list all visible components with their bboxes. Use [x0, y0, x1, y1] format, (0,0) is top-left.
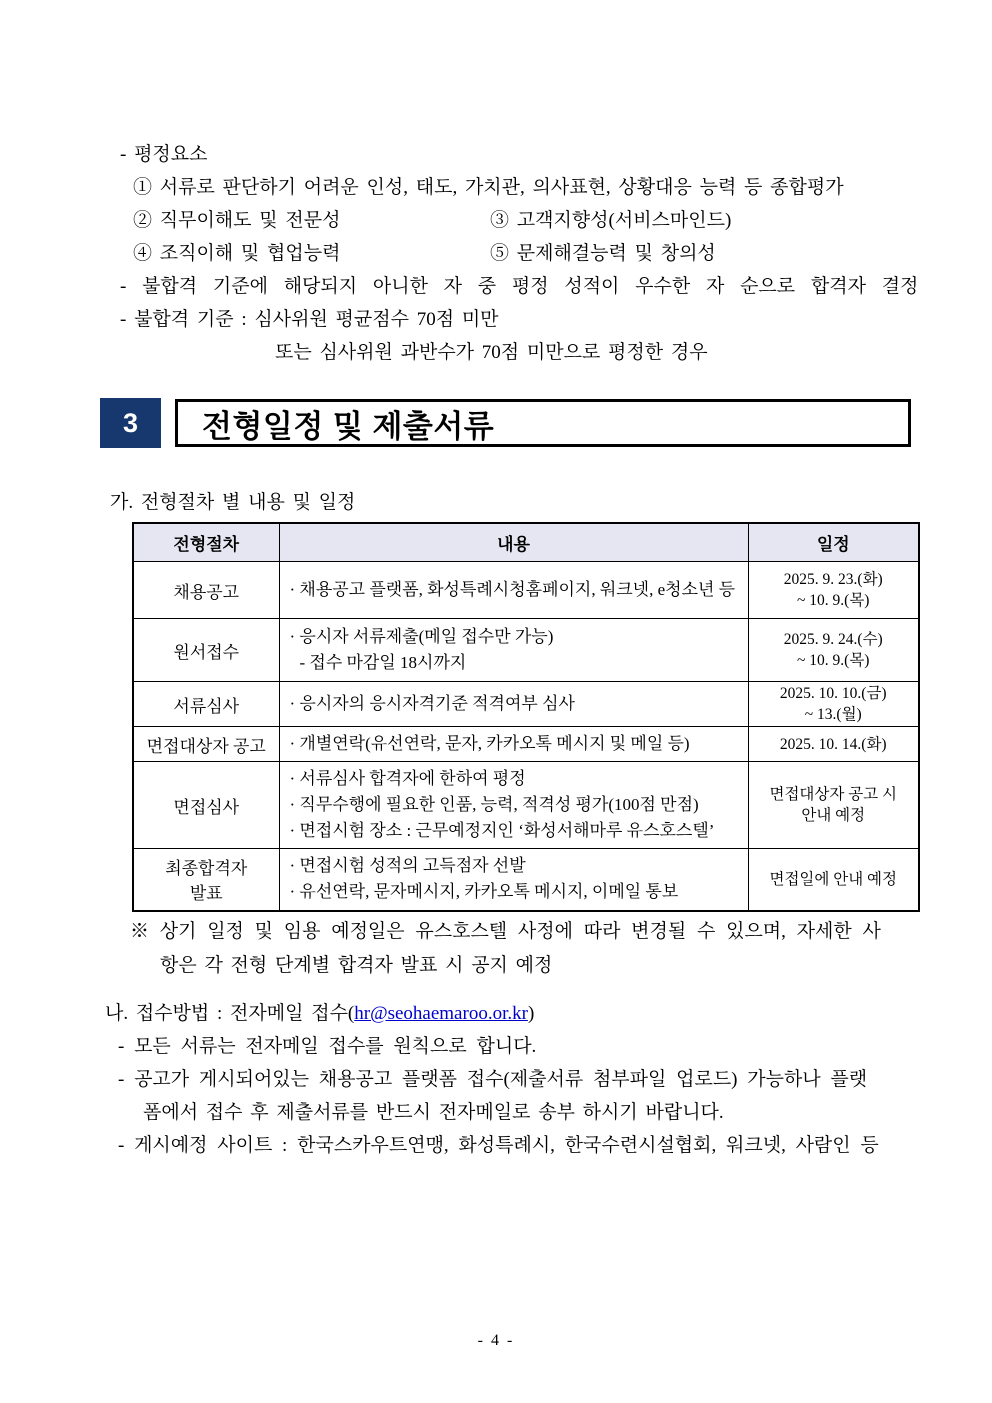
step-cell: 원서접수 — [133, 619, 279, 682]
content-line: · 유선연락, 문자메시지, 카카오톡 메시지, 이메일 통보 — [289, 882, 679, 902]
content-line: - 접수 마감일 18시까지 — [299, 653, 467, 672]
schedule-line: 면접일에 안내 예정 — [769, 870, 898, 888]
step-cell: 서류심사 — [133, 682, 279, 727]
schedule-line: 면접대상자 공고 시 — [769, 786, 898, 803]
eval-items-row-3 — [0, 237, 992, 270]
section-number-badge: 3 — [100, 398, 161, 448]
content-cell — [279, 727, 748, 762]
table-row — [133, 762, 919, 849]
step-cell — [133, 849, 279, 911]
fail-rule-line: - 불합격 기준에 해당되지 아니한 자 중 평정 성적이 우수한 자 순으로 합격자 결정 — [120, 276, 919, 297]
schedule-table-header — [133, 523, 919, 562]
table-row — [133, 849, 919, 911]
content-cell — [279, 849, 748, 911]
col-header-step: 전형절차 — [133, 523, 279, 562]
section-header — [100, 398, 911, 448]
step-cell: 채용공고 — [133, 562, 279, 619]
content-line: · 응시자 서류제출(메일 접수만 가능) — [289, 627, 554, 646]
schedule-cell — [748, 682, 919, 727]
table-row — [133, 682, 919, 727]
content-line: · 면접시험 성적의 고득점자 선발 — [289, 856, 526, 876]
schedule-line: ~ 10. 9.(목) — [797, 652, 870, 669]
step-cell: 면접심사 — [133, 762, 279, 849]
content-line: · 서류심사 합격자에 한하여 평정 — [289, 769, 526, 788]
method-item-3: - 게시예정 사이트 : 한국스카우트연맹, 화성특례시, 한국수련시설협회, 워크넷, 사람인 등 — [118, 1135, 879, 1156]
subsection-b-title-suffix: ) — [527, 1003, 535, 1024]
content-cell — [279, 562, 748, 619]
step-cell: 면접대상자 공고 — [133, 727, 279, 762]
schedule-cell — [748, 762, 919, 849]
subsection-b-title — [105, 997, 925, 1030]
table-footnote — [130, 915, 920, 983]
content-cell — [279, 619, 748, 682]
schedule-table — [132, 522, 920, 912]
method-item-1: - 모든 서류는 전자메일 접수를 원칙으로 합니다. — [118, 1036, 537, 1057]
schedule-cell — [748, 849, 919, 911]
schedule-line: 2025. 9. 23.(화) — [783, 571, 883, 588]
table-row — [133, 727, 919, 762]
schedule-cell — [748, 562, 919, 619]
method-item-2-line-1: - 공고가 게시되어있는 채용공고 플랫폼 접수(제출서류 첨부파일 업로드) 가능하나 플랫 — [118, 1069, 868, 1090]
eval-item-1: ① 서류로 판단하기 어려운 인성, 태도, 가치관, 의사표현, 상황대응 능력 등 종합평가 — [133, 177, 844, 198]
eval-item-5: ⑤ 문제해결능력 및 창의성 — [490, 243, 716, 264]
eval-item-4: ④ 조직이해 및 협업능력 — [133, 243, 341, 264]
email-link[interactable]: hr@seohaemaroo.or.kr — [354, 1003, 528, 1024]
section-title-box — [175, 399, 911, 447]
footnote-line-2: 항은 각 전형 단계별 합격자 발표 시 공지 예정 — [160, 955, 553, 976]
content-line: · 채용공고 플랫폼, 화성특례시청홈페이지, 워크넷, e청소년 등 — [289, 580, 736, 599]
content-cell — [279, 762, 748, 849]
table-header-row — [133, 523, 919, 562]
eval-items-row-2 — [0, 204, 992, 237]
fail-criteria-line-2: 또는 심사위원 과반수가 70점 미만으로 평정한 경우 — [275, 342, 708, 363]
evaluation-criteria-block — [0, 138, 992, 369]
col-header-schedule: 일정 — [748, 523, 919, 562]
table-row — [133, 619, 919, 682]
schedule-line: 2025. 10. 14.(화) — [779, 735, 887, 753]
content-line: · 응시자의 응시자격기준 적격여부 심사 — [289, 694, 575, 713]
schedule-line: 2025. 10. 10.(금) — [779, 685, 887, 702]
step-line: 발표 — [189, 884, 223, 904]
schedule-cell — [748, 619, 919, 682]
table-row — [133, 562, 919, 619]
page-number: - 4 - — [477, 1332, 515, 1349]
eval-item-2: ② 직무이해도 및 전문성 — [133, 210, 341, 231]
schedule-line: 안내 예정 — [801, 807, 866, 824]
step-line: 최종합격자 — [165, 859, 248, 879]
section-title: 전형일정 및 제출서류 — [202, 408, 495, 444]
content-line: · 면접시험 장소 : 근무예정지인 ‘화성서해마루 유스호스텔’ — [289, 821, 715, 840]
subsection-a-title: 가. 전형절차 별 내용 및 일정 — [110, 492, 356, 513]
schedule-cell — [748, 727, 919, 762]
content-line: · 개별연락(유선연락, 문자, 카카오톡 메시지 및 메일 등) — [289, 734, 690, 753]
schedule-line: 2025. 9. 24.(수) — [783, 631, 883, 648]
fail-criteria-line-1: - 불합격 기준 : 심사위원 평균점수 70점 미만 — [120, 309, 499, 330]
eval-heading: - 평정요소 — [120, 144, 208, 165]
method-item-2-line-2: 폼에서 접수 후 제출서류를 반드시 전자메일로 송부 하시기 바랍니다. — [143, 1102, 724, 1123]
subsection-b-block — [105, 997, 925, 1162]
content-cell — [279, 682, 748, 727]
schedule-line: ~ 13.(월) — [804, 706, 862, 723]
subsection-b-title-prefix: 나. 접수방법 : 전자메일 접수( — [105, 1003, 355, 1024]
col-header-content: 내용 — [279, 523, 748, 562]
schedule-line: ~ 10. 9.(목) — [797, 592, 870, 609]
footnote-line-1: ※ 상기 일정 및 임용 예정일은 유스호스텔 사정에 따라 변경될 수 있으며, 자세한 사 — [130, 921, 881, 942]
content-line: · 직무수행에 필요한 인품, 능력, 적격성 평가(100점 만점) — [289, 795, 699, 814]
eval-item-3: ③ 고객지향성(서비스마인드) — [490, 210, 732, 231]
